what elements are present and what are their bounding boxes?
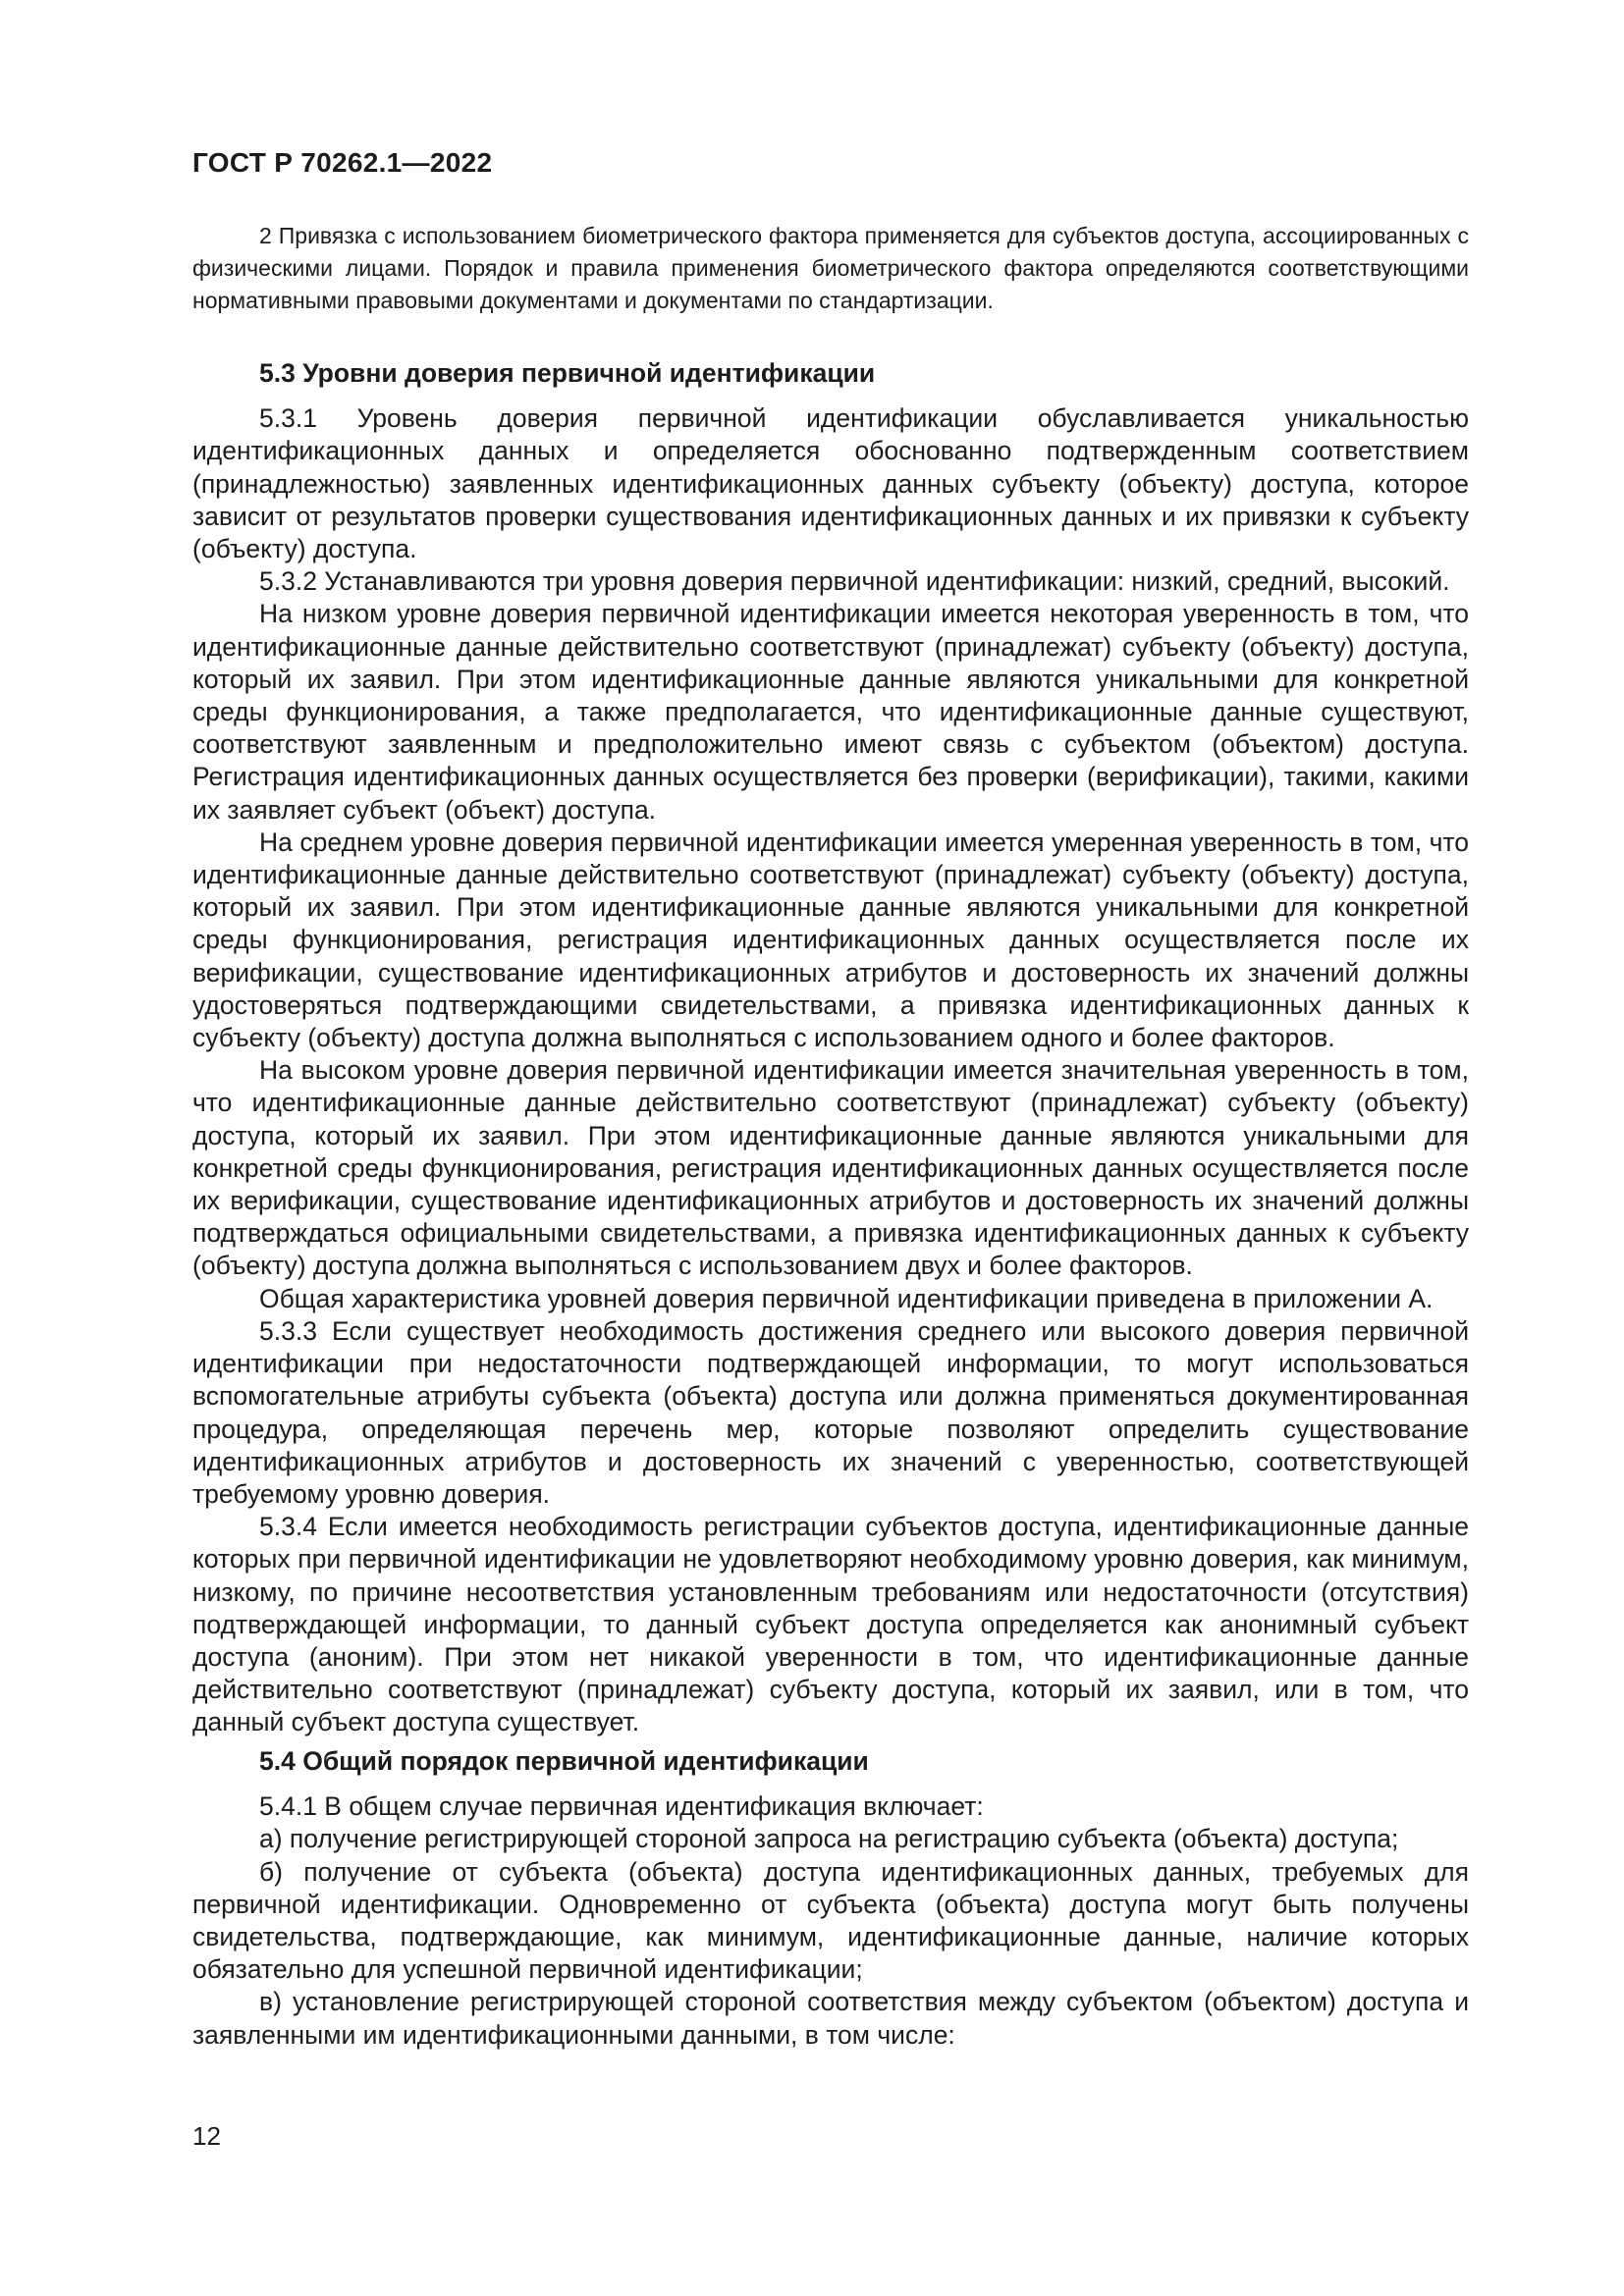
note-block	[192, 220, 1469, 317]
paragraph: На высоком уровне доверия первичной идентификации имеется значительная уверенность в том, что идентификационные данные действительно соответствуют (принадлежат) субъекту (объекту) доступа, который их заявил. При этом идентификационные данные являются уникальными для конкретной среды функционирования, регистрация идентификационных данных осуществляется после их верификации, существование идентификационных атрибутов и достоверность их значений должны подтверждаться официальными свидетельствами, а привязка идентификационных данных к субъекту (объекту) доступа должна выполняться с использованием двух и более факторов.	[192, 1055, 1469, 1281]
document-id: ГОСТ Р 70262.1—2022	[192, 147, 493, 178]
paragraph: 5.3.3 Если существует необходимость достижения среднего или высокого доверия первичной идентификации при недостаточности подтверждающей информации, то могут использоваться вспомогательные атрибуты субъекта (объекта) доступа или должна применяться документированная процедура, определяющая перечень мер, которые позволяют определить существование идентификационных атрибутов и достоверность их значений с уверенностью, соответствующей требуемому уровню доверия.	[192, 1315, 1469, 1509]
section-5-3	[192, 357, 1469, 1739]
paragraph: Общая характеристика уровней доверия первичной идентификации приведена в приложении А.	[259, 1283, 1434, 1313]
list-item: в) установление регистрирующей стороной соответствия между субъектом (объектом) доступа и заявленными им идентификационными данными, в том числе:	[192, 1987, 1469, 2050]
section-heading: 5.4 Общий порядок первичной идентификации	[259, 1746, 869, 1776]
paragraph: На низком уровне доверия первичной идентификации имеется некоторая уверенность в том, что идентификационные данные действительно соответствуют (принадлежат) субъекту (объекту) доступа, который их заявил. При этом идентификационные данные являются уникальными для конкретной среды функционирования, а также предполагается, что идентификационные данные существуют, соответствуют заявленным и предположительно имеют связь с субъектом (объектом) доступа. Регистрация идентификационных данных осуществляется без проверки (верификации), такими, какими их заявляет субъект (объект) доступа.	[192, 599, 1469, 825]
paragraph: На среднем уровне доверия первичной идентификации имеется умеренная уверенность в том, что идентификационные данные действительно соответствуют (принадлежат) субъекту (объекту) доступа, который их заявил. При этом идентификационные данные являются уникальными для конкретной среды функционирования, регистрация идентификационных данных осуществляется после их верификации, существование идентификационных атрибутов и достоверность их значений должны удостоверяться подтверждающими свидетельствами, а привязка идентификационных данных к субъекту (объекту) доступа должна выполняться с использованием одного и более факторов.	[192, 827, 1469, 1053]
paragraph: 5.4.1 В общем случае первичная идентификация включает:	[259, 1791, 984, 1822]
note-text: 2 Привязка с использованием биометрического фактора применяется для субъектов доступа, ассоциированных с физическими лицами. Порядок и правила применения биометрического фактора определяются соответствующими нормативными правовыми документами и документами по стандартизации.	[192, 223, 1469, 313]
section-heading: 5.3 Уровни доверия первичной идентификации	[259, 358, 876, 388]
paragraph: 5.3.4 Если имеется необходимость регистрации субъектов доступа, идентификационные данные которых при первичной идентификации не удовлетворяют необходимому уровню доверия, как минимум, низкому, по причине несоответствия установленным требованиям или недостаточности (отсутствия) подтверждающей информации, то данный субъект доступа определяется как анонимный субъект доступа (аноним). При этом нет никакой уверенности в том, что идентификационные данные действительно соответствуют (принадлежат) субъекту доступа, который их заявил, или в том, что данный субъект доступа существует.	[192, 1512, 1469, 1737]
paragraph: 5.3.2 Устанавливаются три уровня доверия первичной идентификации: низкий, средний, высокий.	[259, 566, 1450, 597]
page-number: 12	[192, 2121, 221, 2151]
section-5-4	[192, 1745, 1469, 2052]
paragraph: 5.3.1 Уровень доверия первичной идентификации обуславливается уникальностью идентификационных данных и определяется обоснованно подтвержденным соответствием (принадлежностью) заявленных идентификационных данных субъекту (объекту) доступа, которое зависит от результатов проверки существования идентификационных данных и их привязки к субъекту (объекту) доступа.	[192, 403, 1469, 564]
list-item: а) получение регистрирующей стороной запроса на регистрацию субъекта (объекта) доступа;	[259, 1824, 1399, 1854]
list-item: б) получение от субъекта (объекта) доступа идентификационных данных, требуемых для первичной идентификации. Одновременно от субъекта (объекта) доступа могут быть получены свидетельства, подтверждающие, как минимум, идентификационные данные, наличие которых обязательно для успешной первичной идентификации;	[192, 1856, 1469, 1985]
